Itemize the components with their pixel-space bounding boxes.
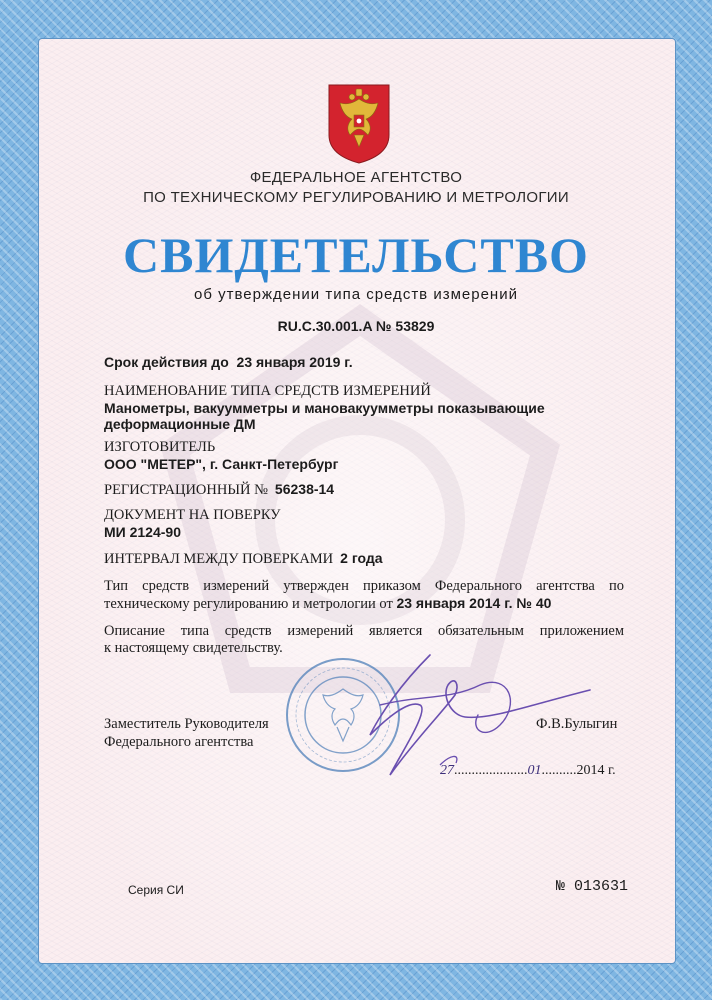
signatory-title-line-2: Федерального агентства xyxy=(104,734,254,750)
signatory-name: Ф.В.Булыгин xyxy=(536,716,618,732)
instrument-value-line-1: Манометры, вакуумметры и мановакуумметры показывающие xyxy=(104,400,545,416)
instrument-value-line-2: деформационные ДМ xyxy=(104,416,256,432)
verification-value: МИ 2124-90 xyxy=(104,524,181,540)
issue-month: 01 xyxy=(527,763,542,778)
approval-line-1: Тип средств измерений утвержден приказом Федерального агентства по xyxy=(104,578,624,594)
form-number: № 013631 xyxy=(556,878,629,895)
issue-date: 27.....................01..........2014 г. xyxy=(440,763,616,778)
verification-label: ДОКУМЕНТ НА ПОВЕРКУ xyxy=(104,507,281,523)
certificate-subtitle: об утверждении типа средств измерений xyxy=(194,286,518,303)
approval-line-2-text: техническому регулированию и метрологии от xyxy=(104,596,393,612)
reg-number-value: 56238-14 xyxy=(274,481,335,497)
issue-day: 27 xyxy=(440,763,454,778)
series-label: Серия СИ xyxy=(128,883,184,897)
agency-line-1: ФЕДЕРАЛЬНОЕ АГЕНТСТВО xyxy=(249,169,463,186)
reg-number-label: РЕГИСТРАЦИОННЫЙ № xyxy=(104,482,268,498)
certificate-title: СВИДЕТЕЛЬСТВО xyxy=(123,227,589,283)
description-line-2: к настоящему свидетельству. xyxy=(104,640,283,656)
interval-value: 2 года xyxy=(340,550,383,566)
issue-year: 2014 г. xyxy=(576,763,616,778)
validity-row xyxy=(104,354,353,370)
instrument-label: НАИМЕНОВАНИЕ ТИПА СРЕДСТВ ИЗМЕРЕНИЙ xyxy=(104,383,431,399)
approval-line-2 xyxy=(104,595,551,613)
registration-number: RU.C.30.001.A № 53829 xyxy=(277,318,435,334)
reg-number-row xyxy=(104,481,334,499)
description-line-1: Описание типа средств измерений является обязательным приложением xyxy=(104,623,624,639)
validity-value: 23 января 2019 г. xyxy=(236,354,353,370)
agency-line-2: ПО ТЕХНИЧЕСКОМУ РЕГУЛИРОВАНИЮ И МЕТРОЛОГИИ xyxy=(143,189,569,206)
coat-of-arms-icon xyxy=(326,83,392,165)
interval-row xyxy=(104,550,383,568)
interval-label: ИНТЕРВАЛ МЕЖДУ ПОВЕРКАМИ xyxy=(104,551,334,567)
manufacturer-value: ООО "МЕТЕР", г. Санкт-Петербург xyxy=(104,456,339,472)
manufacturer-label: ИЗГОТОВИТЕЛЬ xyxy=(104,439,216,455)
approval-order: 23 января 2014 г. № 40 xyxy=(396,595,552,611)
signatory-title-line-1: Заместитель Руководителя xyxy=(104,716,269,732)
validity-label: Срок действия до xyxy=(104,354,229,370)
